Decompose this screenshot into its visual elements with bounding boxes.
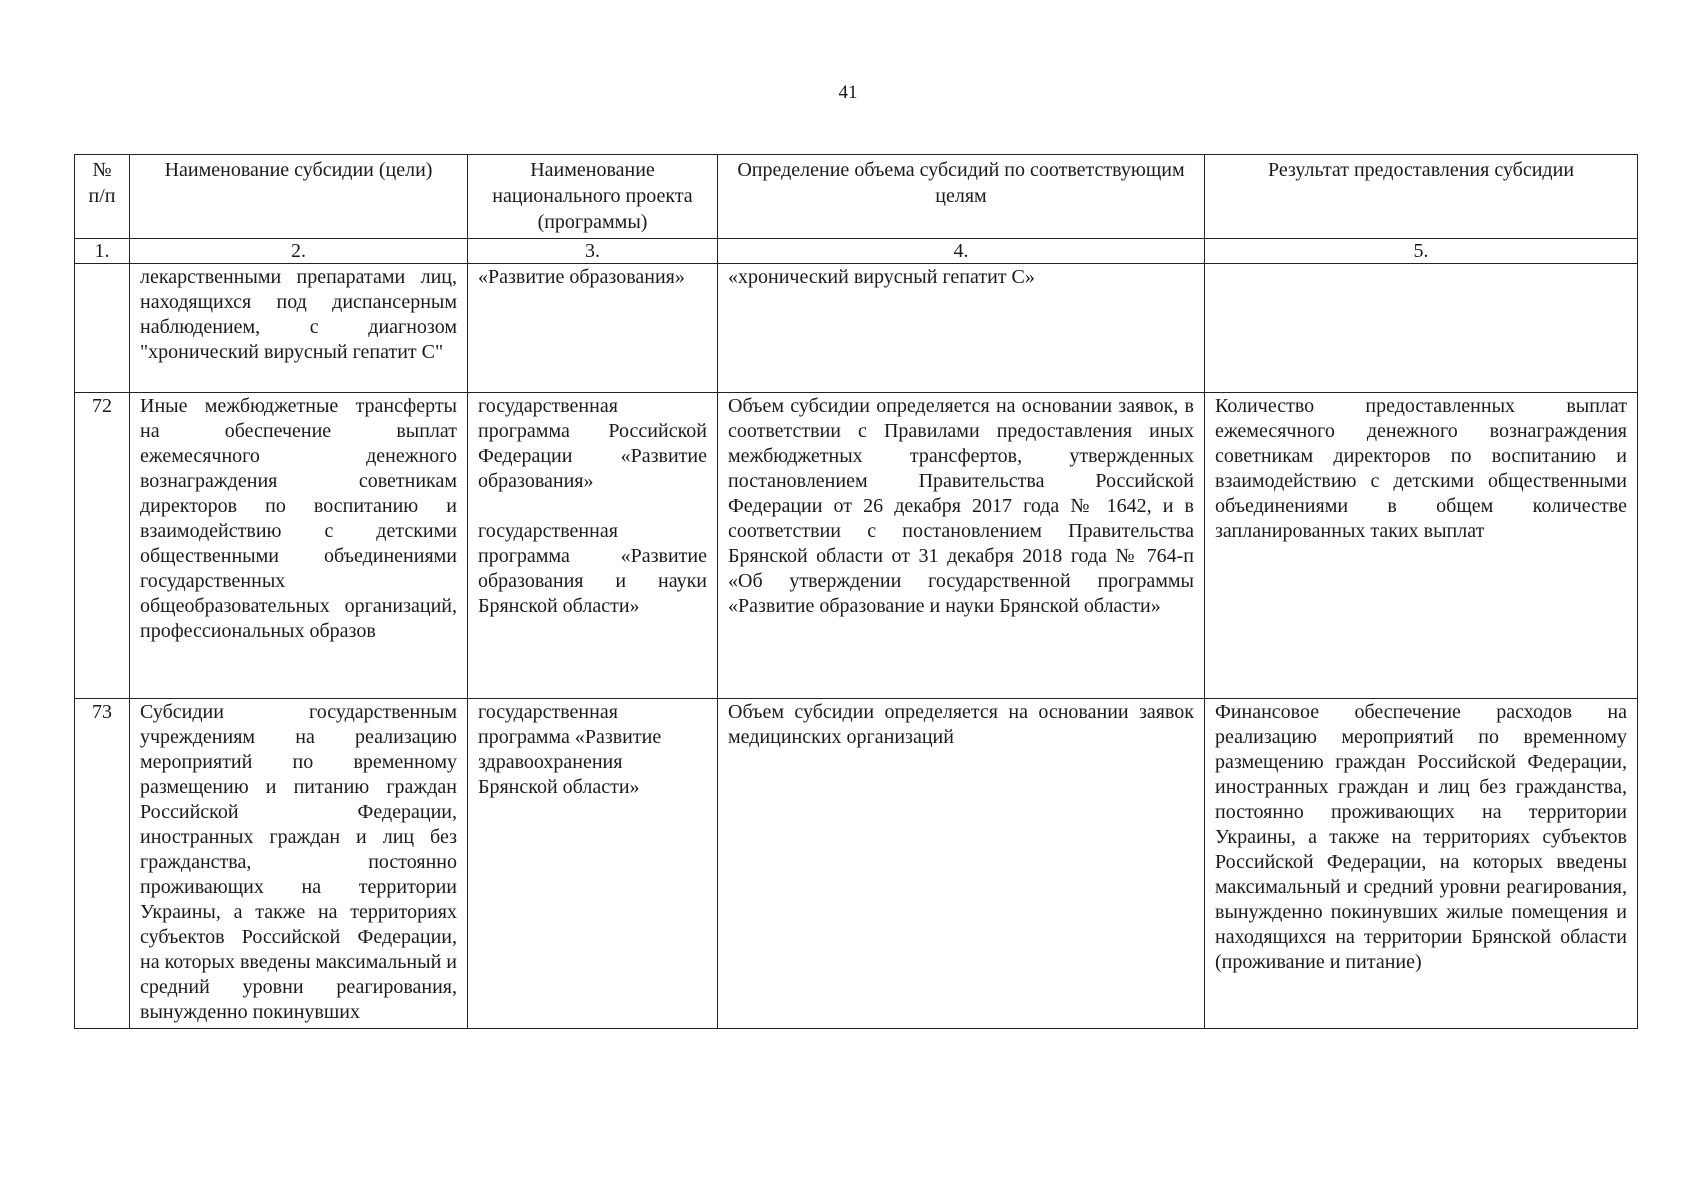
table-row — [75, 264, 1638, 393]
subsidy-name: Субсидии государственным учреждениям на реализацию мероприятий по временному размещению и питанию граждан Российской Федерации, иностранных граждан и лиц без гражданства, постоянно проживающих на территории Украины, а также на территориях субъектов Российской Федерации, на которых введены максимальный и средний уровни реагирования, вынужденно покинувших — [130, 699, 468, 1029]
header-volume: Определение объема субсидий по соответствующим целям — [718, 155, 1205, 239]
volume-definition: Объем субсидии определяется на основании заявок, в соответствии с Правилами предоставления иных межбюджетных трансфертов, утвержденных постановлением Правительства Российской Федерации от 26 декабря 2017 года № 1642, и в соответствии с постановлением Правительства Брянской области от 31 декабря 2018 года № 764-п «Об утверждении государственной программы «Развитие образование и науки Брянской области» — [718, 393, 1205, 699]
header-row — [75, 155, 1638, 239]
row-number: 73 — [75, 699, 130, 1029]
column-number: 2. — [130, 239, 468, 264]
column-number: 1. — [75, 239, 130, 264]
column-number: 5. — [1205, 239, 1638, 264]
page-number: 41 — [838, 82, 858, 103]
table-row — [75, 699, 1638, 1029]
column-number: 3. — [468, 239, 718, 264]
subsidy-name: лекарственными препаратами лиц, находящихся под диспансерным наблюдением, с диагнозом "хронический вирусный гепатит С" — [130, 264, 468, 393]
project-name: «Развитие образования» — [468, 264, 718, 393]
project-name: государственная программа «Развитие здравоохранения Брянской области» — [468, 699, 718, 1029]
row-number: 72 — [75, 393, 130, 699]
result: Финансовое обеспечение расходов на реализацию мероприятий по временному размещению граждан Российской Федерации, иностранных граждан и лиц без гражданства, постоянно проживающих на территории Украины, а также на территориях субъектов Российской Федерации, на которых введены максимальный и средний уровни реагирования, вынужденно покинувших жилые помещения и находящихся на территории Брянской области (проживание и питание) — [1205, 699, 1638, 1029]
volume-definition: «хронический вирусный гепатит С» — [718, 264, 1205, 393]
header-num: № п/п — [75, 155, 130, 239]
subsidy-table — [74, 154, 1638, 1029]
column-number: 4. — [718, 239, 1205, 264]
subsidy-name: Иные межбюджетные трансферты на обеспечение выплат ежемесячного денежного вознаграждения советникам директоров по воспитанию и взаимодействию с детскими общественными объединениями государственных общеобразовательных организаций, профессиональных образов — [130, 393, 468, 699]
column-number-row — [75, 239, 1638, 264]
result: Количество предоставленных выплат ежемесячного денежного вознаграждения советникам директоров по воспитанию и взаимодействию с детскими общественными объединениями в общем количестве запланированных таких выплат — [1205, 393, 1638, 699]
project-name-federal: государственная программа Российской Федерации «Развитие образования» — [478, 395, 707, 492]
header-result: Результат предоставления субсидии — [1205, 155, 1638, 239]
result — [1205, 264, 1638, 393]
header-project: Наименование национального проекта (программы) — [468, 155, 718, 239]
row-number — [75, 264, 130, 393]
project-name — [468, 393, 718, 699]
header-name: Наименование субсидии (цели) — [130, 155, 468, 239]
volume-definition: Объем субсидии определяется на основании заявок медицинских организаций — [718, 699, 1205, 1029]
table-row — [75, 393, 1638, 699]
project-name-regional: государственная программа «Развитие образования и науки Брянской области» — [478, 520, 707, 617]
